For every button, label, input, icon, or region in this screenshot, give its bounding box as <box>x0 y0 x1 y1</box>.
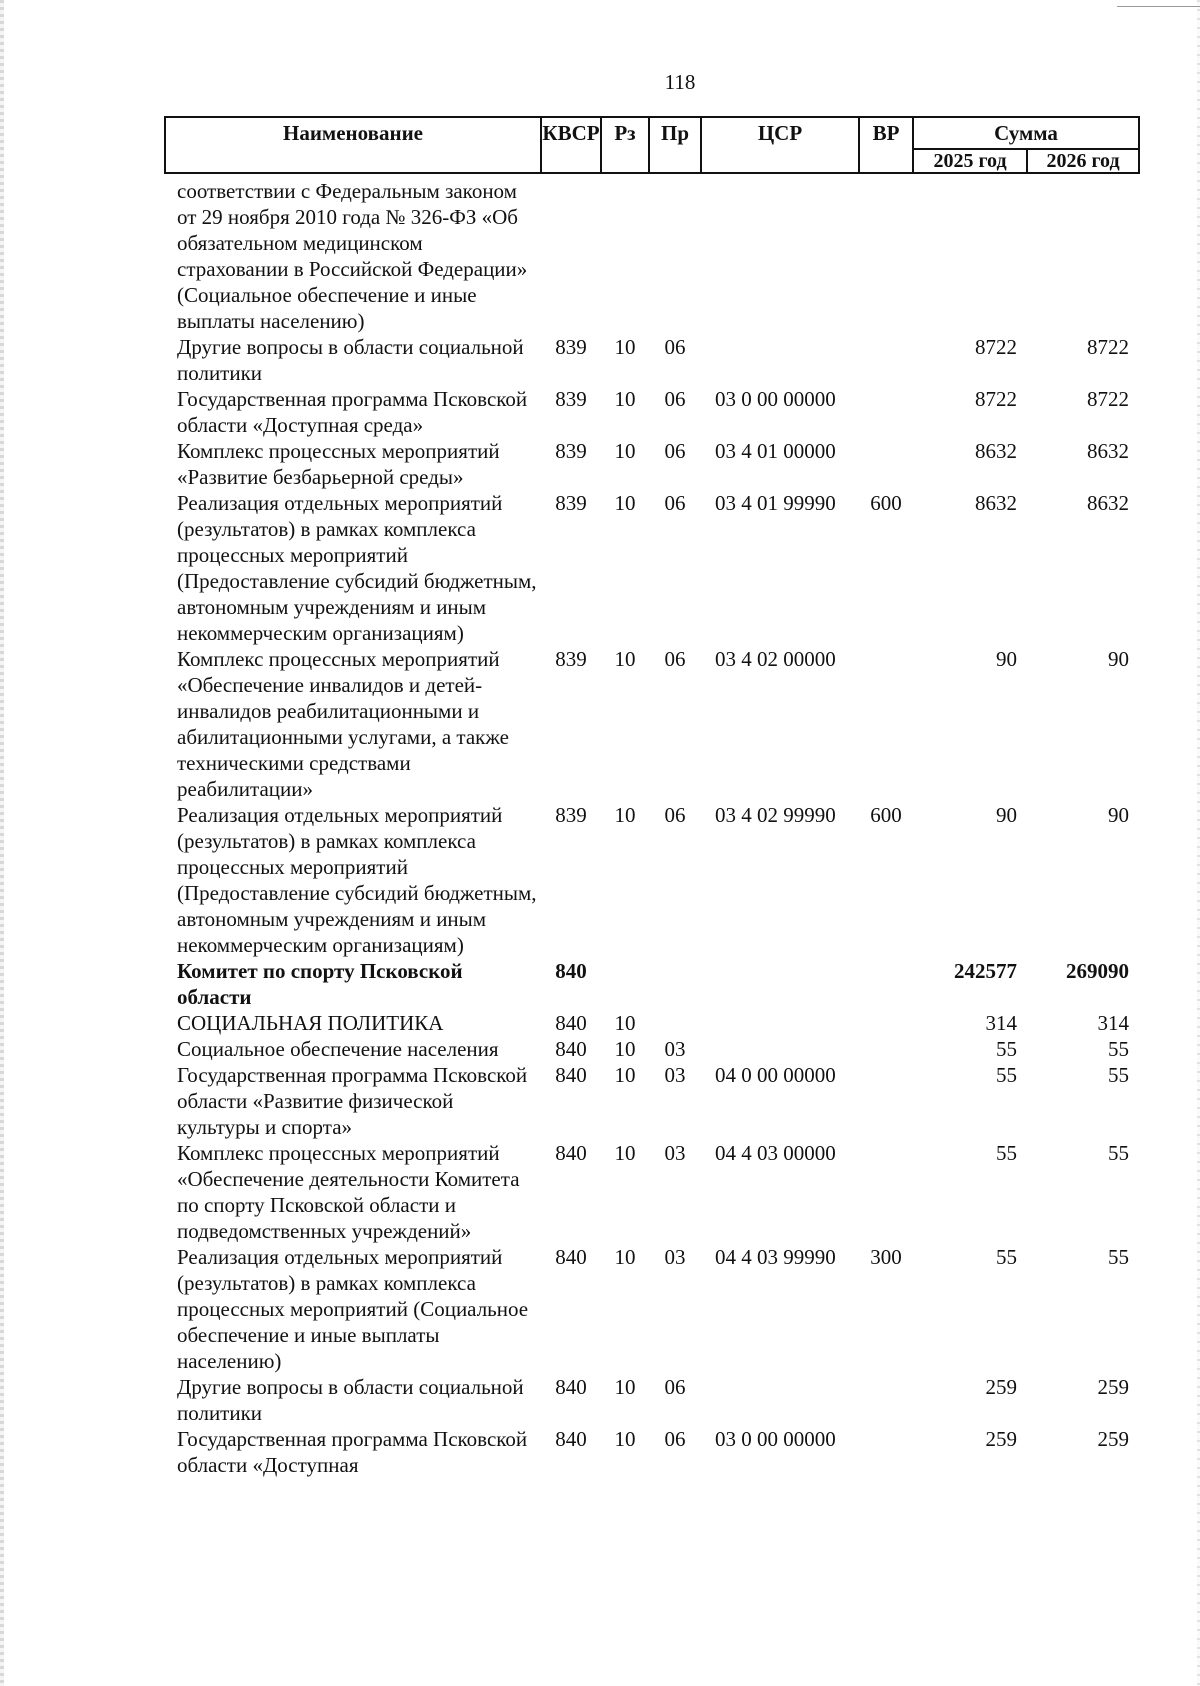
header-year-2025: 2025 год <box>913 149 1027 173</box>
table-row <box>165 386 1139 438</box>
cell-rz: 10 <box>614 803 636 827</box>
cell-kvsr: 840 <box>555 1245 587 1269</box>
cell-csr: 04 0 00 00000 <box>715 1063 836 1087</box>
cell-vr: 300 <box>870 1245 902 1269</box>
cell-sum-2026: 259 <box>1097 1427 1129 1451</box>
cell-vr <box>859 1140 913 1244</box>
cell-sum-2025: 259 <box>985 1427 1017 1451</box>
cell-vr <box>859 438 913 490</box>
cell-csr: 04 4 03 00000 <box>715 1141 836 1165</box>
cell-sum-2026: 8632 <box>1087 491 1129 515</box>
cell-sum-2025: 55 <box>996 1141 1017 1165</box>
scan-artifact-line <box>1117 6 1200 7</box>
cell-vr <box>859 386 913 438</box>
cell-kvsr: 840 <box>555 1037 587 1061</box>
cell-name: Комплекс процессных мероприятий «Развитие безбарьерной среды» <box>177 439 500 489</box>
cell-sum-2026: 90 <box>1108 803 1129 827</box>
cell-sum-2025: 8722 <box>975 387 1017 411</box>
cell-pr: 06 <box>664 335 686 359</box>
cell-csr: 03 4 02 00000 <box>715 647 836 671</box>
cell-csr: 03 4 02 99990 <box>715 803 836 827</box>
cell-csr: 03 4 01 99990 <box>715 491 836 515</box>
cell-csr: 03 0 00 00000 <box>715 1427 836 1451</box>
cell-rz <box>601 173 649 334</box>
cell-csr: 03 0 00 00000 <box>715 387 836 411</box>
cell-csr <box>701 1374 859 1426</box>
cell-rz: 10 <box>614 491 636 515</box>
cell-csr <box>701 1010 859 1036</box>
cell-sum-2026: 8632 <box>1087 439 1129 463</box>
header-vr: ВР <box>859 117 913 173</box>
cell-sum-2026: 259 <box>1097 1375 1129 1399</box>
cell-sum-2025: 90 <box>996 647 1017 671</box>
cell-pr: 06 <box>664 1375 686 1399</box>
cell-name: соответствии с Федеральным законом от 29 ноября 2010 года № 326-ФЗ «Об обязательном медицинском страховании в Российской Федерации» (Социальное обеспечение и иные выплаты населению) <box>177 179 528 333</box>
cell-vr <box>859 646 913 802</box>
cell-kvsr: 839 <box>555 491 587 515</box>
cell-vr <box>859 1374 913 1426</box>
cell-kvsr: 840 <box>555 1141 587 1165</box>
cell-kvsr: 839 <box>555 387 587 411</box>
cell-csr <box>701 958 859 1010</box>
cell-name: Комитет по спорту Псковской области <box>177 959 463 1009</box>
cell-vr: 600 <box>870 491 902 515</box>
cell-csr: 03 4 01 00000 <box>715 439 836 463</box>
cell-sum-2026 <box>1027 173 1139 334</box>
cell-sum-2025: 55 <box>996 1037 1017 1061</box>
cell-sum-2025: 8632 <box>975 439 1017 463</box>
cell-name: Комплекс процессных мероприятий «Обеспечение деятельности Комитета по спорту Псковской области и подведомственных учреждений» <box>177 1141 520 1243</box>
cell-sum-2025: 259 <box>985 1375 1017 1399</box>
cell-pr: 03 <box>664 1037 686 1061</box>
table-row <box>165 958 1139 1010</box>
header-name: Наименование <box>165 117 541 173</box>
cell-sum-2026: 90 <box>1108 647 1129 671</box>
cell-sum-2026: 55 <box>1108 1063 1129 1087</box>
cell-name: Государственная программа Псковской области «Развитие физической культуры и спорта» <box>177 1063 528 1139</box>
table-row <box>165 1244 1139 1374</box>
cell-sum-2026: 269090 <box>1066 959 1129 983</box>
cell-sum-2026: 8722 <box>1087 335 1129 359</box>
cell-rz <box>601 958 649 1010</box>
cell-rz: 10 <box>614 335 636 359</box>
cell-pr: 06 <box>664 439 686 463</box>
budget-table <box>164 116 1140 1478</box>
cell-rz: 10 <box>614 1375 636 1399</box>
cell-vr <box>859 1062 913 1140</box>
cell-sum-2025: 55 <box>996 1063 1017 1087</box>
table-row <box>165 1374 1139 1426</box>
cell-pr: 06 <box>664 491 686 515</box>
cell-rz: 10 <box>614 1011 636 1035</box>
cell-name: Реализация отдельных мероприятий (результатов) в рамках комплекса процессных мероприятий (Предоставление субсидий бюджетным, автономным учреждениям и иным некоммерческим организациям) <box>177 491 537 645</box>
header-rz: Рз <box>601 117 649 173</box>
header-sum: Сумма <box>913 117 1139 149</box>
table-row <box>165 490 1139 646</box>
cell-vr <box>859 334 913 386</box>
cell-rz: 10 <box>614 1245 636 1269</box>
cell-pr: 06 <box>664 647 686 671</box>
cell-rz: 10 <box>614 1063 636 1087</box>
cell-csr: 04 4 03 99990 <box>715 1245 836 1269</box>
header-kvsr: КВСР <box>541 117 601 173</box>
table-row <box>165 173 1139 334</box>
cell-kvsr: 839 <box>555 439 587 463</box>
cell-csr <box>701 334 859 386</box>
cell-kvsr: 840 <box>555 1063 587 1087</box>
cell-vr: 600 <box>870 803 902 827</box>
cell-name: Реализация отдельных мероприятий (результатов) в рамках комплекса процессных мероприятий (Предоставление субсидий бюджетным, автономным учреждениям и иным некоммерческим организациям) <box>177 803 537 957</box>
cell-rz: 10 <box>614 439 636 463</box>
cell-name: Комплекс процессных мероприятий «Обеспечение инвалидов и детей-инвалидов реабилитационными и абилитационными услугами, а также техническими средствами реабилитации» <box>177 647 509 801</box>
cell-pr: 03 <box>664 1141 686 1165</box>
cell-vr <box>859 1036 913 1062</box>
cell-pr: 06 <box>664 387 686 411</box>
cell-name: Государственная программа Псковской области «Доступная <box>177 1427 528 1477</box>
cell-sum-2025: 90 <box>996 803 1017 827</box>
cell-kvsr <box>541 173 601 334</box>
cell-rz: 10 <box>614 1427 636 1451</box>
cell-rz: 10 <box>614 387 636 411</box>
cell-kvsr: 839 <box>555 803 587 827</box>
page-number: 118 <box>664 70 696 94</box>
cell-pr: 06 <box>664 803 686 827</box>
cell-vr <box>859 958 913 1010</box>
table-row <box>165 1426 1139 1478</box>
cell-kvsr: 840 <box>555 959 587 983</box>
cell-kvsr: 839 <box>555 647 587 671</box>
cell-name: Социальное обеспечение населения <box>177 1037 499 1061</box>
cell-rz: 10 <box>614 1037 636 1061</box>
table-row <box>165 646 1139 802</box>
cell-sum-2025: 55 <box>996 1245 1017 1269</box>
cell-rz: 10 <box>614 1141 636 1165</box>
cell-name: Реализация отдельных мероприятий (результатов) в рамках комплекса процессных мероприятий (Социальное обеспечение и иные выплаты населению) <box>177 1245 529 1373</box>
table-row <box>165 438 1139 490</box>
cell-sum-2025 <box>913 173 1027 334</box>
cell-rz: 10 <box>614 647 636 671</box>
header-year-2026: 2026 год <box>1027 149 1139 173</box>
table-row <box>165 334 1139 386</box>
cell-name: Государственная программа Псковской области «Доступная среда» <box>177 387 528 437</box>
cell-pr: 03 <box>664 1245 686 1269</box>
table-row <box>165 1140 1139 1244</box>
cell-kvsr: 840 <box>555 1375 587 1399</box>
cell-sum-2026: 55 <box>1108 1245 1129 1269</box>
cell-sum-2025: 242577 <box>954 959 1017 983</box>
table-row <box>165 1010 1139 1036</box>
cell-sum-2026: 55 <box>1108 1037 1129 1061</box>
header-pr: Пр <box>649 117 701 173</box>
table-body <box>165 173 1139 1478</box>
cell-vr <box>859 1010 913 1036</box>
cell-pr <box>649 1010 701 1036</box>
table-row <box>165 1062 1139 1140</box>
cell-sum-2026: 8722 <box>1087 387 1129 411</box>
cell-name: Другие вопросы в области социальной политики <box>177 1375 524 1425</box>
cell-kvsr: 839 <box>555 335 587 359</box>
cell-pr: 03 <box>664 1063 686 1087</box>
cell-sum-2025: 314 <box>985 1011 1017 1035</box>
cell-csr <box>701 1036 859 1062</box>
cell-sum-2025: 8632 <box>975 491 1017 515</box>
header-csr: ЦСР <box>701 117 859 173</box>
cell-kvsr: 840 <box>555 1011 587 1035</box>
cell-sum-2026: 55 <box>1108 1141 1129 1165</box>
cell-name: Другие вопросы в области социальной политики <box>177 335 524 385</box>
cell-sum-2025: 8722 <box>975 335 1017 359</box>
cell-kvsr: 840 <box>555 1427 587 1451</box>
table-header <box>165 117 1139 173</box>
cell-pr <box>649 958 701 1010</box>
cell-sum-2026: 314 <box>1097 1011 1129 1035</box>
cell-pr <box>649 173 701 334</box>
cell-vr <box>859 173 913 334</box>
cell-pr: 06 <box>664 1427 686 1451</box>
table-row <box>165 802 1139 958</box>
cell-csr <box>701 173 859 334</box>
table-row <box>165 1036 1139 1062</box>
cell-name: СОЦИАЛЬНАЯ ПОЛИТИКА <box>177 1011 444 1035</box>
cell-vr <box>859 1426 913 1478</box>
scan-edge-left <box>0 0 4 1686</box>
